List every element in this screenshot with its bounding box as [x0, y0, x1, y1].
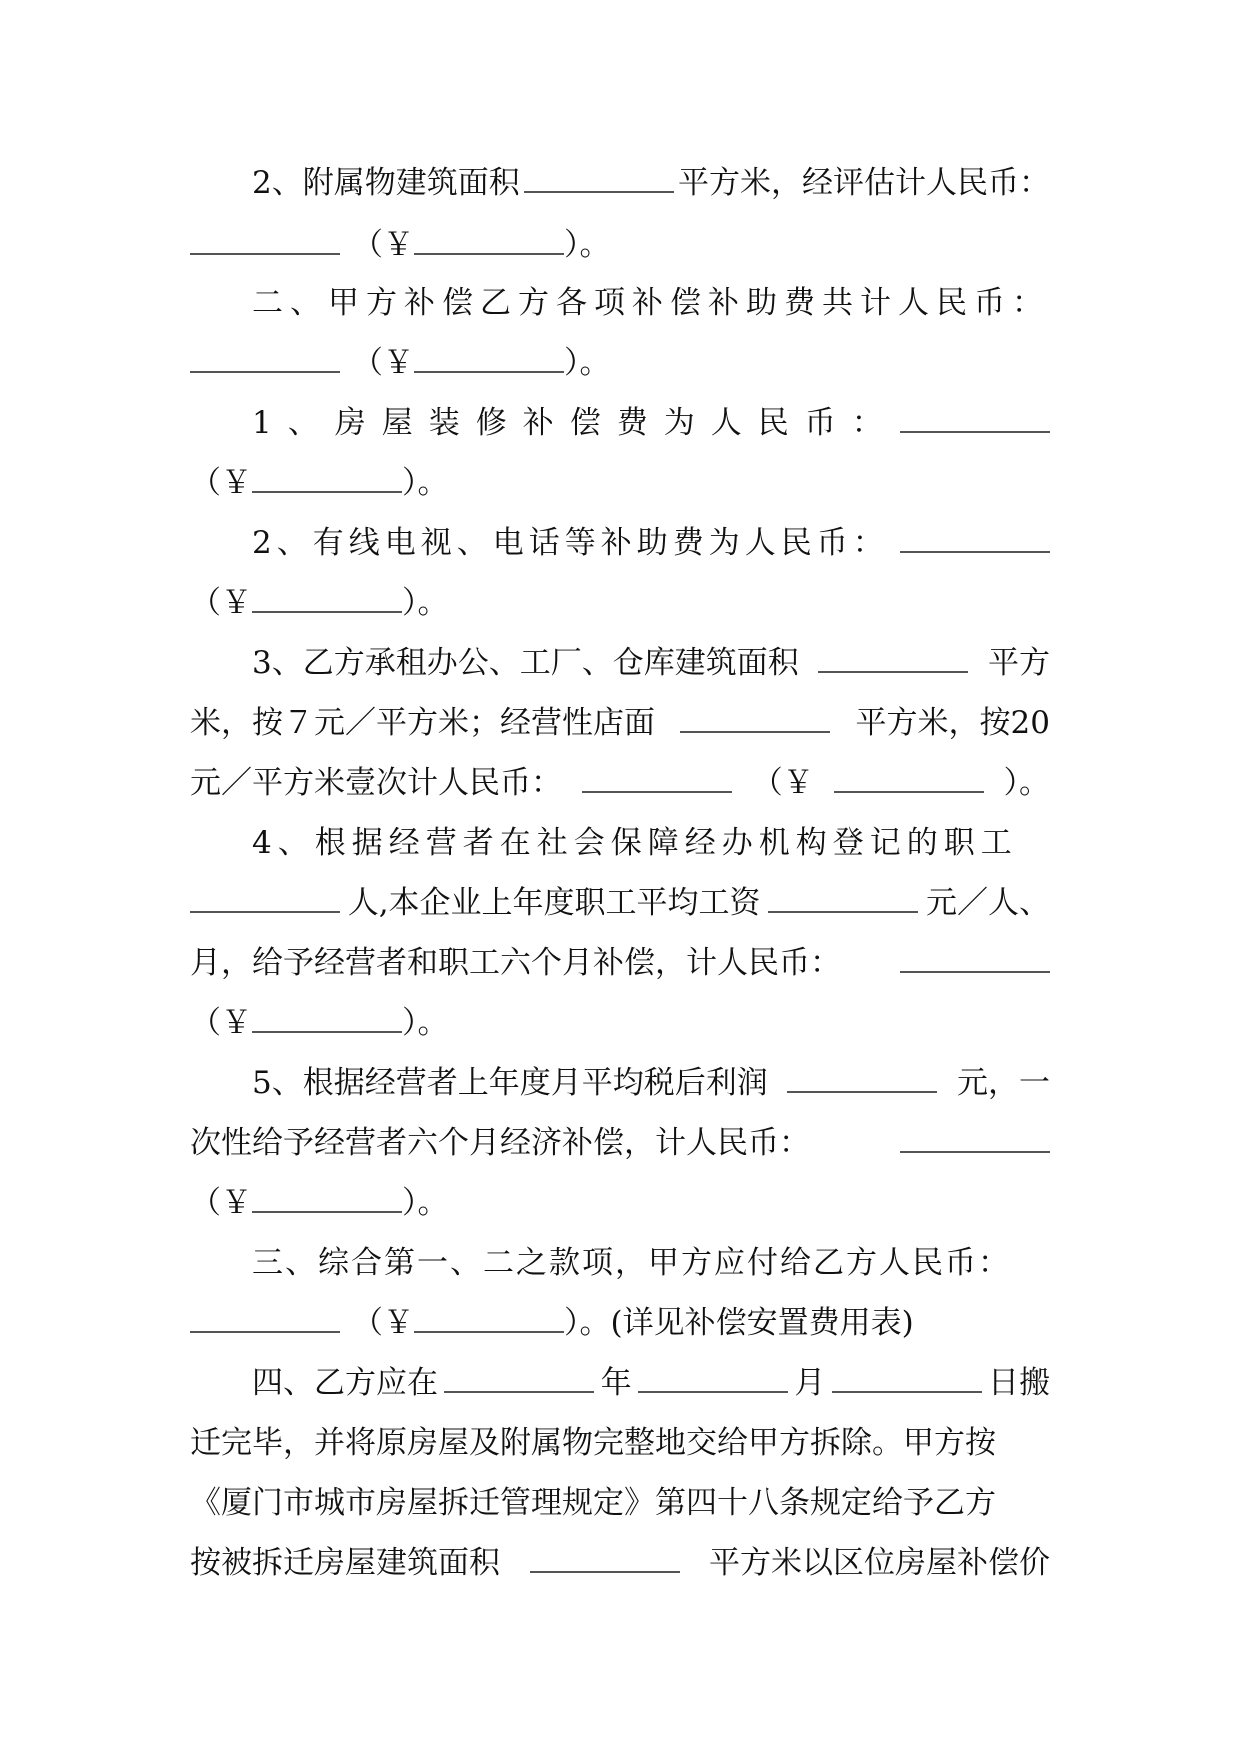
fill-blank [900, 1151, 1050, 1153]
text-line [190, 215, 1050, 275]
fill-blank [524, 191, 674, 193]
text-segment: 5、根据经营者上年度月平均税后利润 [252, 1065, 768, 1101]
text-segment: 《厦门市城市房屋拆迁管理规定》第四十八条规定给予乙方 [190, 1485, 996, 1521]
text-segment: ）。(详见补偿安置费用表) [564, 1305, 914, 1341]
text-line [190, 333, 1050, 393]
text-line [252, 813, 1050, 873]
fill-blank [414, 253, 564, 255]
text-line [190, 753, 1050, 813]
text-line [252, 1053, 1050, 1113]
text-line [190, 873, 1050, 933]
text-segment: ）。 [402, 465, 449, 501]
text-line [190, 1473, 1050, 1533]
text-segment: 月，给予经营者和职工六个月补偿，计人民币： [190, 945, 841, 981]
text-line [190, 1533, 1050, 1593]
text-segment: ）。 [402, 1185, 449, 1221]
text-segment: （￥ [190, 465, 252, 501]
fill-blank [252, 1211, 402, 1213]
text-line [252, 1233, 1050, 1293]
text-line [252, 393, 1050, 453]
text-segment: 元／人、 [925, 885, 1050, 921]
fill-blank [414, 371, 564, 373]
text-segment: 四、乙方应在 [252, 1365, 438, 1401]
text-segment: 元／平方米壹次计人民币： [190, 765, 562, 801]
fill-blank [900, 551, 1050, 553]
fill-blank [252, 1031, 402, 1033]
text-line [252, 273, 1050, 333]
text-line [190, 573, 1050, 633]
fill-blank [252, 611, 402, 613]
fill-blank [190, 253, 340, 255]
text-segment: 2、附属物建筑面积 [252, 165, 520, 201]
text-line [252, 513, 1050, 573]
fill-blank [190, 911, 340, 913]
text-line [190, 693, 1050, 753]
fill-blank [900, 971, 1050, 973]
text-line [252, 633, 1050, 693]
text-segment: （￥ [352, 227, 414, 263]
text-segment: （￥ [190, 1185, 252, 1221]
text-segment: （￥ [352, 345, 414, 381]
text-segment: 日搬 [987, 1365, 1050, 1401]
fill-blank [900, 431, 1050, 433]
text-line [252, 1353, 1050, 1413]
text-segment: （￥ [352, 1305, 414, 1341]
text-line [190, 1293, 1050, 1353]
fill-blank [530, 1571, 680, 1573]
text-segment: 次性给予经营者六个月经济补偿，计人民币： [190, 1125, 810, 1161]
text-segment: 年 [600, 1365, 632, 1401]
text-segment: ）。 [402, 1005, 449, 1041]
text-segment: 4、根据经营者在社会保障经办机构登记的职工 [252, 825, 1018, 861]
text-segment: ）。 [564, 227, 611, 263]
text-segment: （￥ [190, 1005, 252, 1041]
text-segment: 平方米，按20 [855, 705, 1050, 741]
fill-blank [414, 1331, 564, 1333]
fill-blank [444, 1391, 594, 1393]
text-segment: 元，一 [956, 1065, 1050, 1101]
text-segment: 平方米以区位房屋补偿价 [709, 1545, 1050, 1581]
text-line [252, 153, 1050, 213]
text-line [190, 1113, 1050, 1173]
text-line [190, 993, 1050, 1053]
text-segment: 二、甲方补偿乙方各项补偿补助费共计人民币： [252, 285, 1050, 321]
fill-blank [832, 1391, 982, 1393]
text-segment: 迁完毕，并将原房屋及附属物完整地交给甲方拆除。甲方按 [190, 1425, 996, 1461]
text-segment: 平方米，经评估计人民币： [677, 165, 1050, 201]
text-line [190, 453, 1050, 513]
text-segment: 米，按７元／平方米；经营性店面 [190, 705, 655, 741]
text-segment: （￥ [190, 585, 252, 621]
text-segment: 平方 [987, 645, 1050, 681]
text-segment: 按被拆迁房屋建筑面积 [190, 1545, 500, 1581]
fill-blank [768, 911, 918, 913]
text-segment: 三、综合第一、二之款项，甲方应付给乙方人民币： [252, 1245, 1011, 1281]
fill-blank [834, 791, 984, 793]
text-line [190, 1173, 1050, 1233]
text-segment: 3、乙方承租办公、工厂、仓库建筑面积 [252, 645, 799, 681]
fill-blank [787, 1091, 937, 1093]
fill-blank [818, 671, 968, 673]
text-segment: ）。 [564, 345, 611, 381]
text-segment: 人,本企业上年度职工平均工资 [347, 885, 761, 921]
text-segment: 2、有线电视、电话等补助费为人民币： [252, 525, 889, 561]
fill-blank [638, 1391, 788, 1393]
text-segment: 1、房屋装修补偿费为人民币： [252, 405, 899, 441]
text-segment: 月 [794, 1365, 826, 1401]
fill-blank [582, 791, 732, 793]
fill-blank [680, 731, 830, 733]
text-line [190, 1413, 1050, 1473]
text-segment: （￥ [751, 765, 814, 801]
text-line [190, 933, 1050, 993]
fill-blank [190, 371, 340, 373]
fill-blank [190, 1331, 340, 1333]
text-segment: ）。 [1003, 765, 1050, 801]
fill-blank [252, 491, 402, 493]
text-segment: ）。 [402, 585, 449, 621]
